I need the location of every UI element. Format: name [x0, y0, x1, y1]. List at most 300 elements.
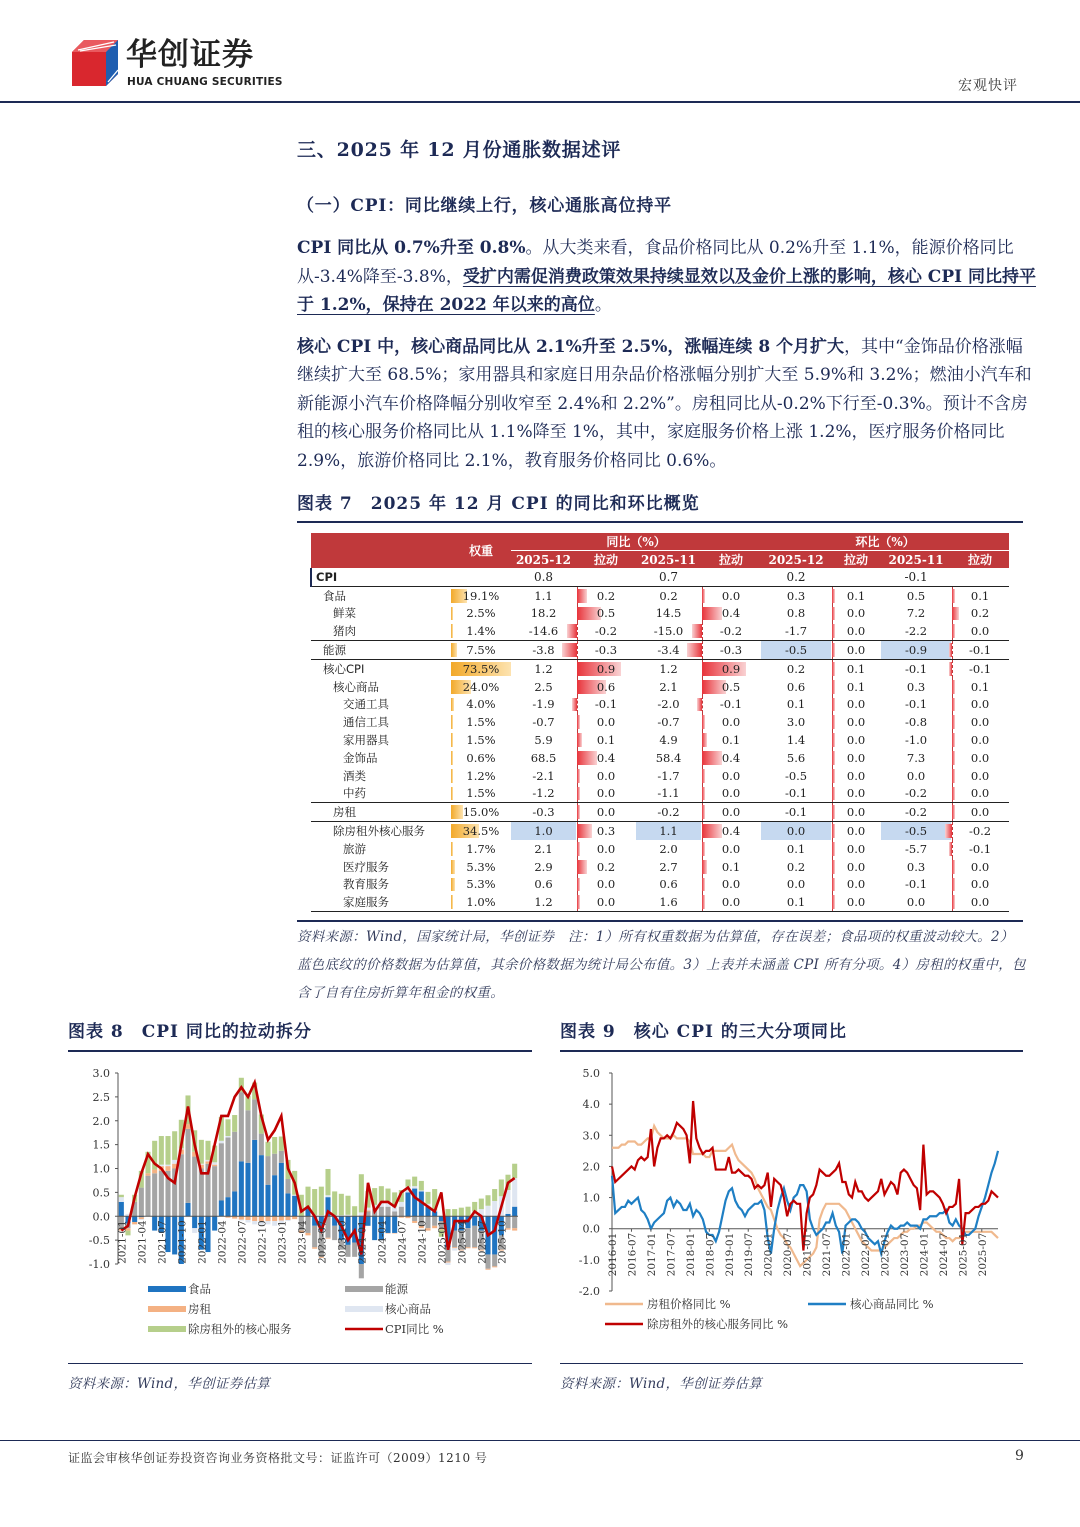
- weight-value: 1.5%: [466, 715, 496, 730]
- pull-cell: [701, 840, 761, 858]
- header-yoy-2025-11: 2025-11: [636, 551, 701, 569]
- value-cell: [761, 822, 831, 840]
- bar-energy: [272, 1154, 277, 1175]
- paragraph-cpi-overview: [297, 234, 1037, 320]
- bar-core-goods: [485, 1206, 490, 1217]
- weight-cell: [451, 840, 511, 858]
- bar-rent: [512, 1228, 517, 1230]
- cell-value: -0.1: [904, 569, 928, 584]
- cell-value: 0.1: [721, 859, 741, 874]
- table-bottom-divider: [297, 920, 1023, 922]
- row-label: 交通工具: [343, 697, 389, 712]
- cell-value: 0.0: [721, 805, 741, 820]
- y-tick-label: 0.0: [582, 1222, 600, 1236]
- cell-value: 0.0: [846, 768, 866, 783]
- section-title: 三、2025 年 12 月份通胀数据述评: [297, 139, 622, 161]
- cell-value: 0.0: [970, 624, 990, 639]
- value-cell: [636, 840, 701, 858]
- bar-food: [232, 1192, 237, 1217]
- pull-bar: [577, 824, 592, 838]
- bar-food: [245, 1163, 250, 1216]
- weight-value: 19.1%: [462, 588, 500, 603]
- row-label: 酒类: [343, 768, 366, 783]
- bar-core-services: [119, 1195, 124, 1197]
- pull-bar: [702, 607, 722, 621]
- bar-energy: [212, 1166, 217, 1216]
- pull-cell: [951, 840, 1009, 858]
- weight-value: 34.5%: [462, 824, 500, 839]
- weight-bar: [451, 805, 463, 819]
- cell-value: 0.1: [786, 895, 806, 910]
- x-tick-label: 2018-01: [684, 1232, 697, 1277]
- bar-core-services: [225, 1119, 230, 1136]
- cell-value: -0.9: [904, 643, 928, 658]
- pull-bar: [702, 860, 707, 874]
- bar-core-goods: [419, 1191, 424, 1192]
- value-cell: [881, 586, 951, 604]
- weight-value: 7.5%: [466, 643, 496, 658]
- cell-value: 1.1: [534, 588, 553, 603]
- pull-bar: [567, 624, 577, 638]
- weight-cell: [451, 586, 511, 604]
- x-tick-label: 2023-04: [296, 1220, 309, 1265]
- bar-energy: [359, 1264, 364, 1278]
- pull-cell: [951, 605, 1009, 623]
- pull-cell: [831, 858, 881, 876]
- pull-cell: [576, 785, 636, 803]
- value-cell: [636, 858, 701, 876]
- bar-food: [219, 1201, 224, 1217]
- value-cell: [636, 876, 701, 894]
- pull-bar: [572, 698, 577, 712]
- value-cell: [761, 605, 831, 623]
- value-cell: [761, 840, 831, 858]
- bar-core-services: [445, 1209, 450, 1216]
- cell-value: -0.3: [532, 805, 555, 820]
- pull-bar: [577, 769, 580, 783]
- figure9-bottom-divider: [560, 1363, 1023, 1364]
- pull-bar: [832, 751, 835, 765]
- cell-value: 0.8: [533, 569, 554, 584]
- weight-cell: [451, 568, 511, 586]
- cell-value: 0.3: [906, 859, 926, 874]
- zero-axis: [702, 641, 703, 659]
- value-cell: [511, 893, 576, 911]
- cell-value: -1.1: [657, 786, 680, 801]
- legend-label: 核心商品: [385, 1302, 431, 1317]
- value-cell: [636, 803, 701, 822]
- bar-energy: [159, 1171, 164, 1216]
- cell-value: 0.1: [786, 841, 806, 856]
- x-tick-label: 2024-01: [918, 1232, 931, 1277]
- cell-value: 0.0: [721, 588, 741, 603]
- x-tick-label: 2024-07: [396, 1220, 409, 1265]
- figure9-source: 资料来源：Wind，华创证券估算: [560, 1376, 763, 1393]
- bar-core-goods: [225, 1136, 230, 1137]
- bar-rent: [285, 1216, 290, 1220]
- pull-bar: [952, 607, 959, 621]
- pull-bar: [832, 878, 835, 892]
- cell-value: 2.5: [534, 679, 553, 694]
- weight-bar: [451, 769, 453, 783]
- weight-bar: [451, 751, 453, 765]
- row-label: CPI: [311, 568, 451, 586]
- table-row: [311, 731, 1009, 749]
- x-tick-label: 2023-01: [276, 1220, 289, 1265]
- bar-core-goods: [325, 1195, 330, 1197]
- weight-cell: [451, 876, 511, 894]
- cell-value: 0.2: [596, 588, 616, 603]
- pull-bar: [952, 698, 955, 712]
- cell-value: 0.8: [786, 606, 806, 621]
- pull-cell: [951, 767, 1009, 785]
- cell-value: 0.0: [596, 768, 616, 783]
- pull-cell: [951, 641, 1009, 660]
- table-row: [311, 659, 1009, 677]
- weight-bar: [451, 842, 453, 856]
- bar-core-services: [165, 1136, 170, 1165]
- header-divider: [0, 101, 1080, 103]
- bar-energy: [512, 1216, 517, 1228]
- cell-value: 0.3: [786, 588, 806, 603]
- y-tick-label: 0.0: [92, 1210, 110, 1224]
- value-cell: [636, 678, 701, 696]
- weight-cell: [451, 767, 511, 785]
- table-row: [311, 678, 1009, 696]
- pull-bar: [952, 624, 955, 638]
- cell-value: -0.2: [904, 786, 928, 801]
- x-tick-label: 2020-07: [782, 1232, 795, 1277]
- pull-cell: [576, 893, 636, 911]
- pull-cell: [576, 803, 636, 822]
- value-cell: [761, 586, 831, 604]
- cell-value: 0.0: [721, 841, 741, 856]
- weight-value: 1.2%: [466, 768, 496, 783]
- pull-bar: [832, 824, 835, 838]
- weight-cell: [451, 803, 511, 822]
- value-cell: [761, 659, 831, 677]
- footer-divider: [0, 1440, 1080, 1441]
- header-mom: 环比（%）: [761, 533, 1009, 551]
- pull-cell: [831, 731, 881, 749]
- cell-value: 0.5: [596, 606, 616, 621]
- x-tick-label: 2016-01: [607, 1232, 619, 1277]
- bar-energy: [152, 1173, 157, 1216]
- cell-value: 0.1: [846, 661, 866, 676]
- pull-cell: [576, 605, 636, 623]
- value-cell: [761, 767, 831, 785]
- para2-text: ，其中“金饰品价格涨幅继续扩大至 68.5%；家用器具和家庭日用杂品价格涨幅分别扩大至 5.9%和 3.2%；燃油小汽车和新能源小汽车价格降幅分别收窄至 2.4%和 2.2%”。房租同比从-0.2%下行至-0.3%。预计不含房租的核心服务价格同比从 1.1%降至 1%，其中，家庭服务价格上涨 1.2%，医疗服务价格同比 2.9%，旅游价格同比 2.1%，教育服务价格同比 0.6%。: [297, 336, 1032, 471]
- bar-core-services: [419, 1181, 424, 1191]
- bar-energy: [219, 1143, 224, 1200]
- pull-cell: [701, 803, 761, 822]
- table-row: [311, 696, 1009, 714]
- cell-value: 0.0: [846, 805, 866, 820]
- cell-value: 0.0: [846, 715, 866, 730]
- cell-value: -0.2: [904, 805, 928, 820]
- x-tick-label: 2024-10: [416, 1220, 429, 1265]
- bar-rent: [139, 1217, 144, 1219]
- cell-value: 0.0: [596, 715, 616, 730]
- row-label: 金饰品: [343, 750, 378, 765]
- company-logo: [70, 37, 283, 90]
- bar-energy: [185, 1129, 190, 1203]
- cell-value: -0.7: [532, 715, 555, 730]
- pull-cell: [951, 678, 1009, 696]
- core-services-ex-rent-yoy-line: [612, 1101, 998, 1250]
- legend-label: 食品: [188, 1282, 211, 1297]
- cell-value: -5.7: [904, 841, 928, 856]
- pull-cell: [951, 893, 1009, 911]
- page-number: 9: [1015, 1448, 1024, 1464]
- y-tick-label: 3.0: [582, 1129, 600, 1143]
- pull-bar: [952, 769, 955, 783]
- zero-axis: [952, 840, 953, 858]
- pull-cell: [831, 713, 881, 731]
- cell-value: 0.4: [596, 750, 616, 765]
- pull-bar: [702, 715, 705, 729]
- x-tick-label: 2021-07: [156, 1220, 169, 1265]
- legend-label: CPI同比 %: [385, 1322, 444, 1337]
- pull-cell: [951, 749, 1009, 767]
- row-label: 核心CPI: [323, 661, 365, 676]
- pull-cell: [701, 749, 761, 767]
- value-cell: [761, 696, 831, 714]
- y-tick-label: -0.5: [88, 1234, 110, 1248]
- x-tick-label: 2023-01: [879, 1232, 892, 1277]
- weight-bar: [451, 698, 454, 712]
- cell-value: 0.0: [846, 877, 866, 892]
- cell-value: 0.2: [596, 859, 616, 874]
- cell-value: 0.7: [658, 569, 679, 584]
- figure8-bottom-divider: [68, 1363, 532, 1364]
- cell-value: 2.7: [659, 859, 678, 874]
- weight-value: 73.5%: [462, 661, 500, 676]
- cell-value: 1.6: [659, 895, 678, 910]
- pull-cell: [576, 840, 636, 858]
- figure8-divider: [68, 1050, 532, 1052]
- pull-cell: [831, 803, 881, 822]
- pull-cell: [831, 767, 881, 785]
- legend-label: 除房租外的核心服务同比 %: [647, 1317, 789, 1332]
- pull-cell: [951, 713, 1009, 731]
- bar-core-services: [345, 1196, 350, 1215]
- pull-cell: [576, 822, 636, 840]
- bar-energy: [265, 1156, 270, 1185]
- cell-value: -0.1: [904, 877, 928, 892]
- bar-energy: [392, 1212, 397, 1217]
- cell-value: -0.1: [968, 661, 992, 676]
- pull-cell: [831, 568, 881, 586]
- bar-core-services: [425, 1192, 430, 1204]
- pull-bar: [562, 643, 577, 657]
- table-row: [311, 785, 1009, 803]
- cell-value: 0.1: [846, 679, 866, 694]
- pull-cell: [701, 858, 761, 876]
- pull-cell: [576, 767, 636, 785]
- bar-food: [119, 1202, 124, 1216]
- cell-value: 0.0: [846, 697, 866, 712]
- cell-value: -2.1: [532, 768, 555, 783]
- cell-value: 0.0: [970, 805, 990, 820]
- value-cell: [511, 876, 576, 894]
- header-yoy-2025-12: 2025-12: [511, 551, 576, 569]
- pull-bar: [832, 589, 835, 603]
- value-cell: [511, 605, 576, 623]
- cell-value: -0.1: [719, 697, 743, 712]
- y-tick-label: 1.0: [582, 1191, 600, 1205]
- cell-value: 0.0: [846, 786, 866, 801]
- pull-bar: [952, 860, 955, 874]
- core-cpi-components-chart: [560, 1056, 1023, 1351]
- pull-bar: [832, 662, 835, 676]
- table-row: [311, 749, 1009, 767]
- pull-bar: [832, 643, 835, 657]
- bar-core-goods: [219, 1141, 224, 1143]
- zero-axis: [702, 696, 703, 714]
- pull-cell: [701, 678, 761, 696]
- value-cell: [511, 731, 576, 749]
- value-cell: [881, 822, 951, 840]
- pull-cell: [831, 605, 881, 623]
- weight-cell: [451, 749, 511, 767]
- value-cell: [511, 696, 576, 714]
- cell-value: -0.1: [784, 786, 808, 801]
- cell-value: 7.3: [906, 750, 926, 765]
- pull-bar: [952, 589, 955, 603]
- x-tick-label: 2025-01: [436, 1220, 449, 1265]
- figure9-title: 图表 9 核心 CPI 的三大分项同比: [560, 1022, 847, 1043]
- cell-value: 68.5: [530, 750, 557, 765]
- bar-energy: [192, 1157, 197, 1217]
- zero-axis: [952, 822, 953, 840]
- weight-value: 1.4%: [466, 624, 496, 639]
- table-row: [311, 713, 1009, 731]
- pull-cell: [951, 731, 1009, 749]
- bar-energy: [245, 1110, 250, 1163]
- table-row: [311, 876, 1009, 894]
- value-cell: [881, 893, 951, 911]
- x-tick-label: 2017-01: [645, 1232, 658, 1277]
- cell-value: 2.0: [659, 841, 678, 856]
- row-label: 旅游: [343, 841, 366, 856]
- main-column: [297, 137, 1037, 1007]
- value-cell: [881, 785, 951, 803]
- pull-bar: [577, 787, 580, 801]
- weight-bar: [451, 643, 457, 657]
- figure8-source: 资料来源：Wind，华创证券估算: [68, 1376, 271, 1393]
- cell-value: 0.0: [970, 733, 990, 748]
- bar-core-services: [379, 1186, 384, 1203]
- value-cell: [636, 749, 701, 767]
- bar-rent: [145, 1173, 150, 1175]
- bar-rent: [245, 1216, 250, 1220]
- weight-bar: [451, 715, 453, 729]
- cell-value: -0.5: [904, 824, 928, 839]
- pull-cell: [831, 641, 881, 660]
- pull-bar: [577, 860, 587, 874]
- bar-food: [185, 1203, 190, 1216]
- weight-cell: [451, 731, 511, 749]
- bar-core-services: [412, 1177, 417, 1187]
- figure7-divider: [297, 521, 1023, 523]
- table-row: [311, 822, 1009, 840]
- pull-cell: [576, 678, 636, 696]
- bar-core-services: [232, 1115, 237, 1132]
- bar-rent: [485, 1269, 490, 1270]
- cell-value: 0.6: [786, 679, 806, 694]
- cell-value: 0.6: [596, 679, 616, 694]
- value-cell: [881, 568, 951, 586]
- pull-bar: [832, 698, 835, 712]
- header-yoy: 同比（%）: [511, 533, 761, 551]
- x-tick-label: 2018-07: [704, 1232, 717, 1277]
- cell-value: -0.1: [968, 841, 992, 856]
- para1-underlined: 受扩内需促消费政策效果持续显效以及金价上涨的影响，核心 CPI 同比持平于 1.2%，保持在 2022 年以来的高位: [297, 266, 1036, 315]
- pull-cell: [576, 659, 636, 677]
- x-tick-label: 2024-07: [937, 1232, 950, 1277]
- pull-cell: [951, 568, 1009, 586]
- bar-food: [405, 1193, 410, 1217]
- pull-bar: [577, 589, 587, 603]
- table-row: [311, 767, 1009, 785]
- value-cell: [881, 803, 951, 822]
- table-row: [311, 622, 1009, 640]
- figure9: [560, 1019, 1023, 1398]
- pull-bar: [832, 607, 835, 621]
- bar-rent: [239, 1216, 244, 1219]
- y-tick-label: -2.0: [578, 1285, 600, 1299]
- header-weight: 权重: [451, 533, 511, 568]
- x-tick-label: 2017-07: [665, 1232, 678, 1277]
- pull-bar: [949, 842, 952, 856]
- pull-cell: [701, 696, 761, 714]
- value-cell: [636, 696, 701, 714]
- cell-value: 0.0: [721, 715, 741, 730]
- table-row: [311, 840, 1009, 858]
- pull-bar: [577, 895, 580, 909]
- cell-value: 18.2: [530, 606, 557, 621]
- cell-value: 0.0: [846, 606, 866, 621]
- cell-value: 3.0: [786, 715, 806, 730]
- logo-text-en: HUA CHUANG SECURITIES: [127, 76, 283, 88]
- value-cell: [636, 568, 701, 586]
- pull-bar: [577, 842, 580, 856]
- cell-value: 0.0: [846, 895, 866, 910]
- cell-value: -15.0: [653, 624, 684, 639]
- pull-bar: [687, 643, 702, 657]
- pull-bar: [702, 842, 705, 856]
- bar-core-services: [479, 1199, 484, 1210]
- value-cell: [761, 893, 831, 911]
- pull-bar: [702, 805, 705, 819]
- value-cell: [881, 622, 951, 640]
- pull-bar: [952, 715, 955, 729]
- cell-value: 58.4: [655, 750, 682, 765]
- pull-bar: [952, 787, 955, 801]
- pull-bar: [952, 805, 955, 819]
- cell-value: -0.5: [784, 768, 808, 783]
- cell-value: -0.1: [904, 661, 928, 676]
- value-cell: [761, 641, 831, 660]
- cell-value: 0.2: [786, 569, 806, 584]
- pull-cell: [576, 568, 636, 586]
- x-tick-label: 2024-04: [376, 1220, 389, 1265]
- logo-cube-icon: [70, 38, 120, 88]
- weight-value: 1.5%: [466, 786, 496, 801]
- header-mom-pull-12: 拉动: [831, 551, 881, 569]
- pull-bar: [832, 860, 835, 874]
